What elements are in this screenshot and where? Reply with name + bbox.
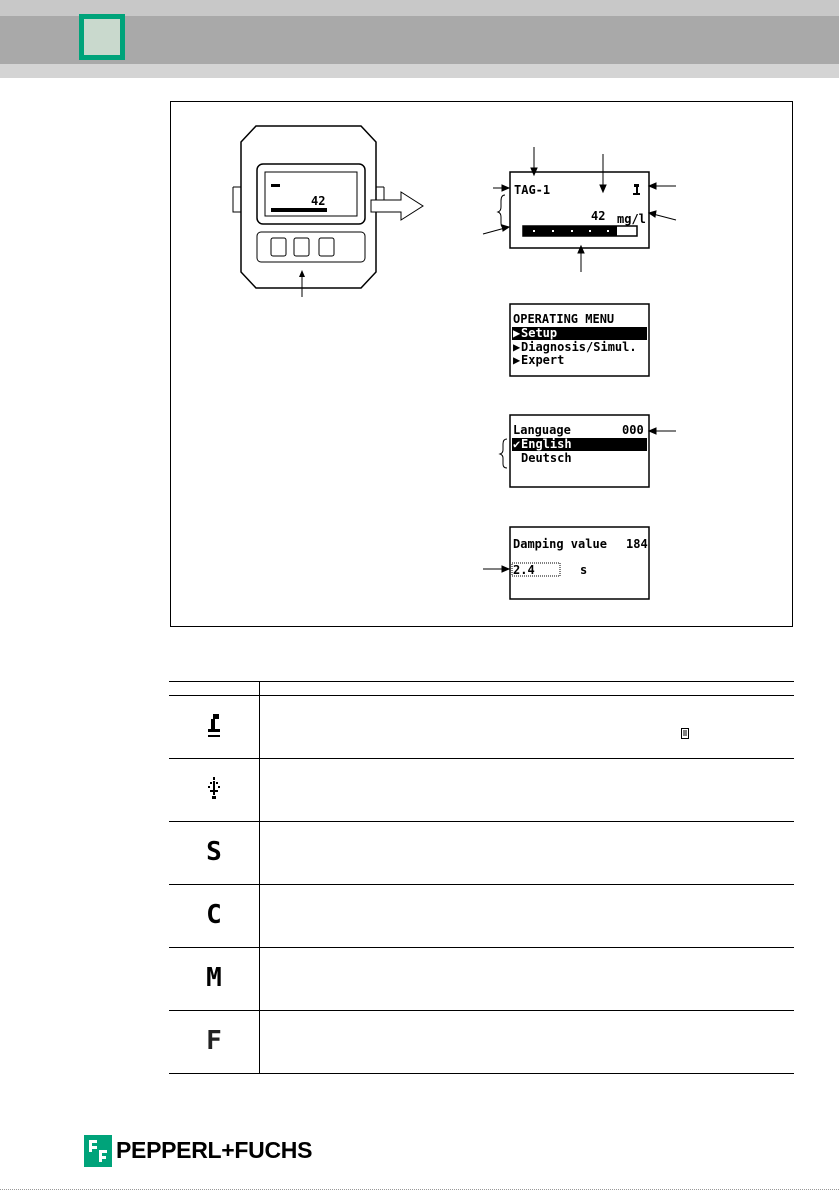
menu-item-setup[interactable]: Setup bbox=[521, 326, 558, 340]
damping-unit: s bbox=[580, 563, 588, 577]
row-description bbox=[260, 759, 795, 822]
svg-text:▶: ▶ bbox=[513, 326, 521, 340]
row-description bbox=[260, 822, 795, 885]
svg-text:✔: ✔ bbox=[513, 437, 521, 451]
chapter-marker bbox=[79, 14, 125, 60]
table-row bbox=[169, 759, 794, 822]
header-symbol-col bbox=[169, 682, 260, 696]
letter-f-icon bbox=[169, 1011, 260, 1074]
document-icon bbox=[680, 728, 690, 739]
svg-text:M: M bbox=[206, 963, 222, 990]
damping-code: 184 bbox=[626, 537, 648, 551]
header-top-band bbox=[0, 0, 839, 16]
svg-text:▶: ▶ bbox=[513, 353, 521, 367]
svg-text:C: C bbox=[206, 900, 222, 927]
device-key-plus[interactable] bbox=[294, 238, 309, 256]
svg-text:▶: ▶ bbox=[513, 340, 521, 354]
language-option-deutsch[interactable]: Deutsch bbox=[521, 451, 572, 465]
row-description bbox=[260, 696, 795, 759]
pepperl-fuchs-logo-mark bbox=[84, 1135, 114, 1169]
symbols-table bbox=[169, 681, 794, 1074]
header-meaning-col bbox=[260, 682, 795, 696]
damping-title: Damping value bbox=[513, 537, 607, 551]
header-band bbox=[0, 16, 839, 64]
zoom-arrow-icon bbox=[371, 192, 423, 220]
brand-name: PEPPERL+FUCHS bbox=[116, 1137, 313, 1163]
table-row bbox=[169, 822, 794, 885]
device-housing bbox=[233, 126, 384, 288]
header-sub-band bbox=[0, 64, 839, 78]
menu-item-diagnosis[interactable]: Diagnosis/Simul. bbox=[521, 340, 637, 354]
language-option-english[interactable]: English bbox=[521, 437, 572, 451]
device-key-minus[interactable] bbox=[271, 238, 286, 256]
display-figure-svg bbox=[171, 102, 794, 628]
language-title: Language bbox=[513, 423, 571, 437]
display-figure bbox=[170, 101, 793, 627]
communication-symbol-icon bbox=[169, 759, 260, 822]
letter-s-icon bbox=[169, 822, 260, 885]
row-description bbox=[260, 885, 795, 948]
main-display-tag: TAG-1 bbox=[514, 183, 551, 197]
bargraph bbox=[523, 226, 637, 236]
device-key-enter[interactable] bbox=[319, 238, 334, 256]
symbols-table-header bbox=[169, 682, 794, 696]
letter-c-icon bbox=[169, 885, 260, 948]
letter-m-icon bbox=[169, 948, 260, 1011]
table-row bbox=[169, 1011, 794, 1074]
damping-value: 2.4 bbox=[513, 563, 535, 577]
main-display-value: 42 bbox=[591, 209, 606, 223]
main-display-unit: mg/l bbox=[617, 212, 646, 226]
menu-item-expert[interactable]: Expert bbox=[521, 353, 565, 367]
svg-text:F: F bbox=[206, 1026, 222, 1053]
table-row bbox=[169, 948, 794, 1011]
damping-display-callouts bbox=[483, 566, 509, 572]
language-code: 000 bbox=[622, 423, 644, 437]
lock-symbol-icon bbox=[169, 696, 260, 759]
page-bottom-rule bbox=[0, 1189, 839, 1190]
device-lcd-value: 42 bbox=[311, 194, 326, 208]
menu-title: OPERATING MENU bbox=[513, 312, 615, 326]
table-row bbox=[169, 885, 794, 948]
row-description bbox=[260, 1011, 795, 1074]
table-row bbox=[169, 696, 794, 759]
row-description bbox=[260, 948, 795, 1011]
svg-text:S: S bbox=[206, 837, 222, 864]
